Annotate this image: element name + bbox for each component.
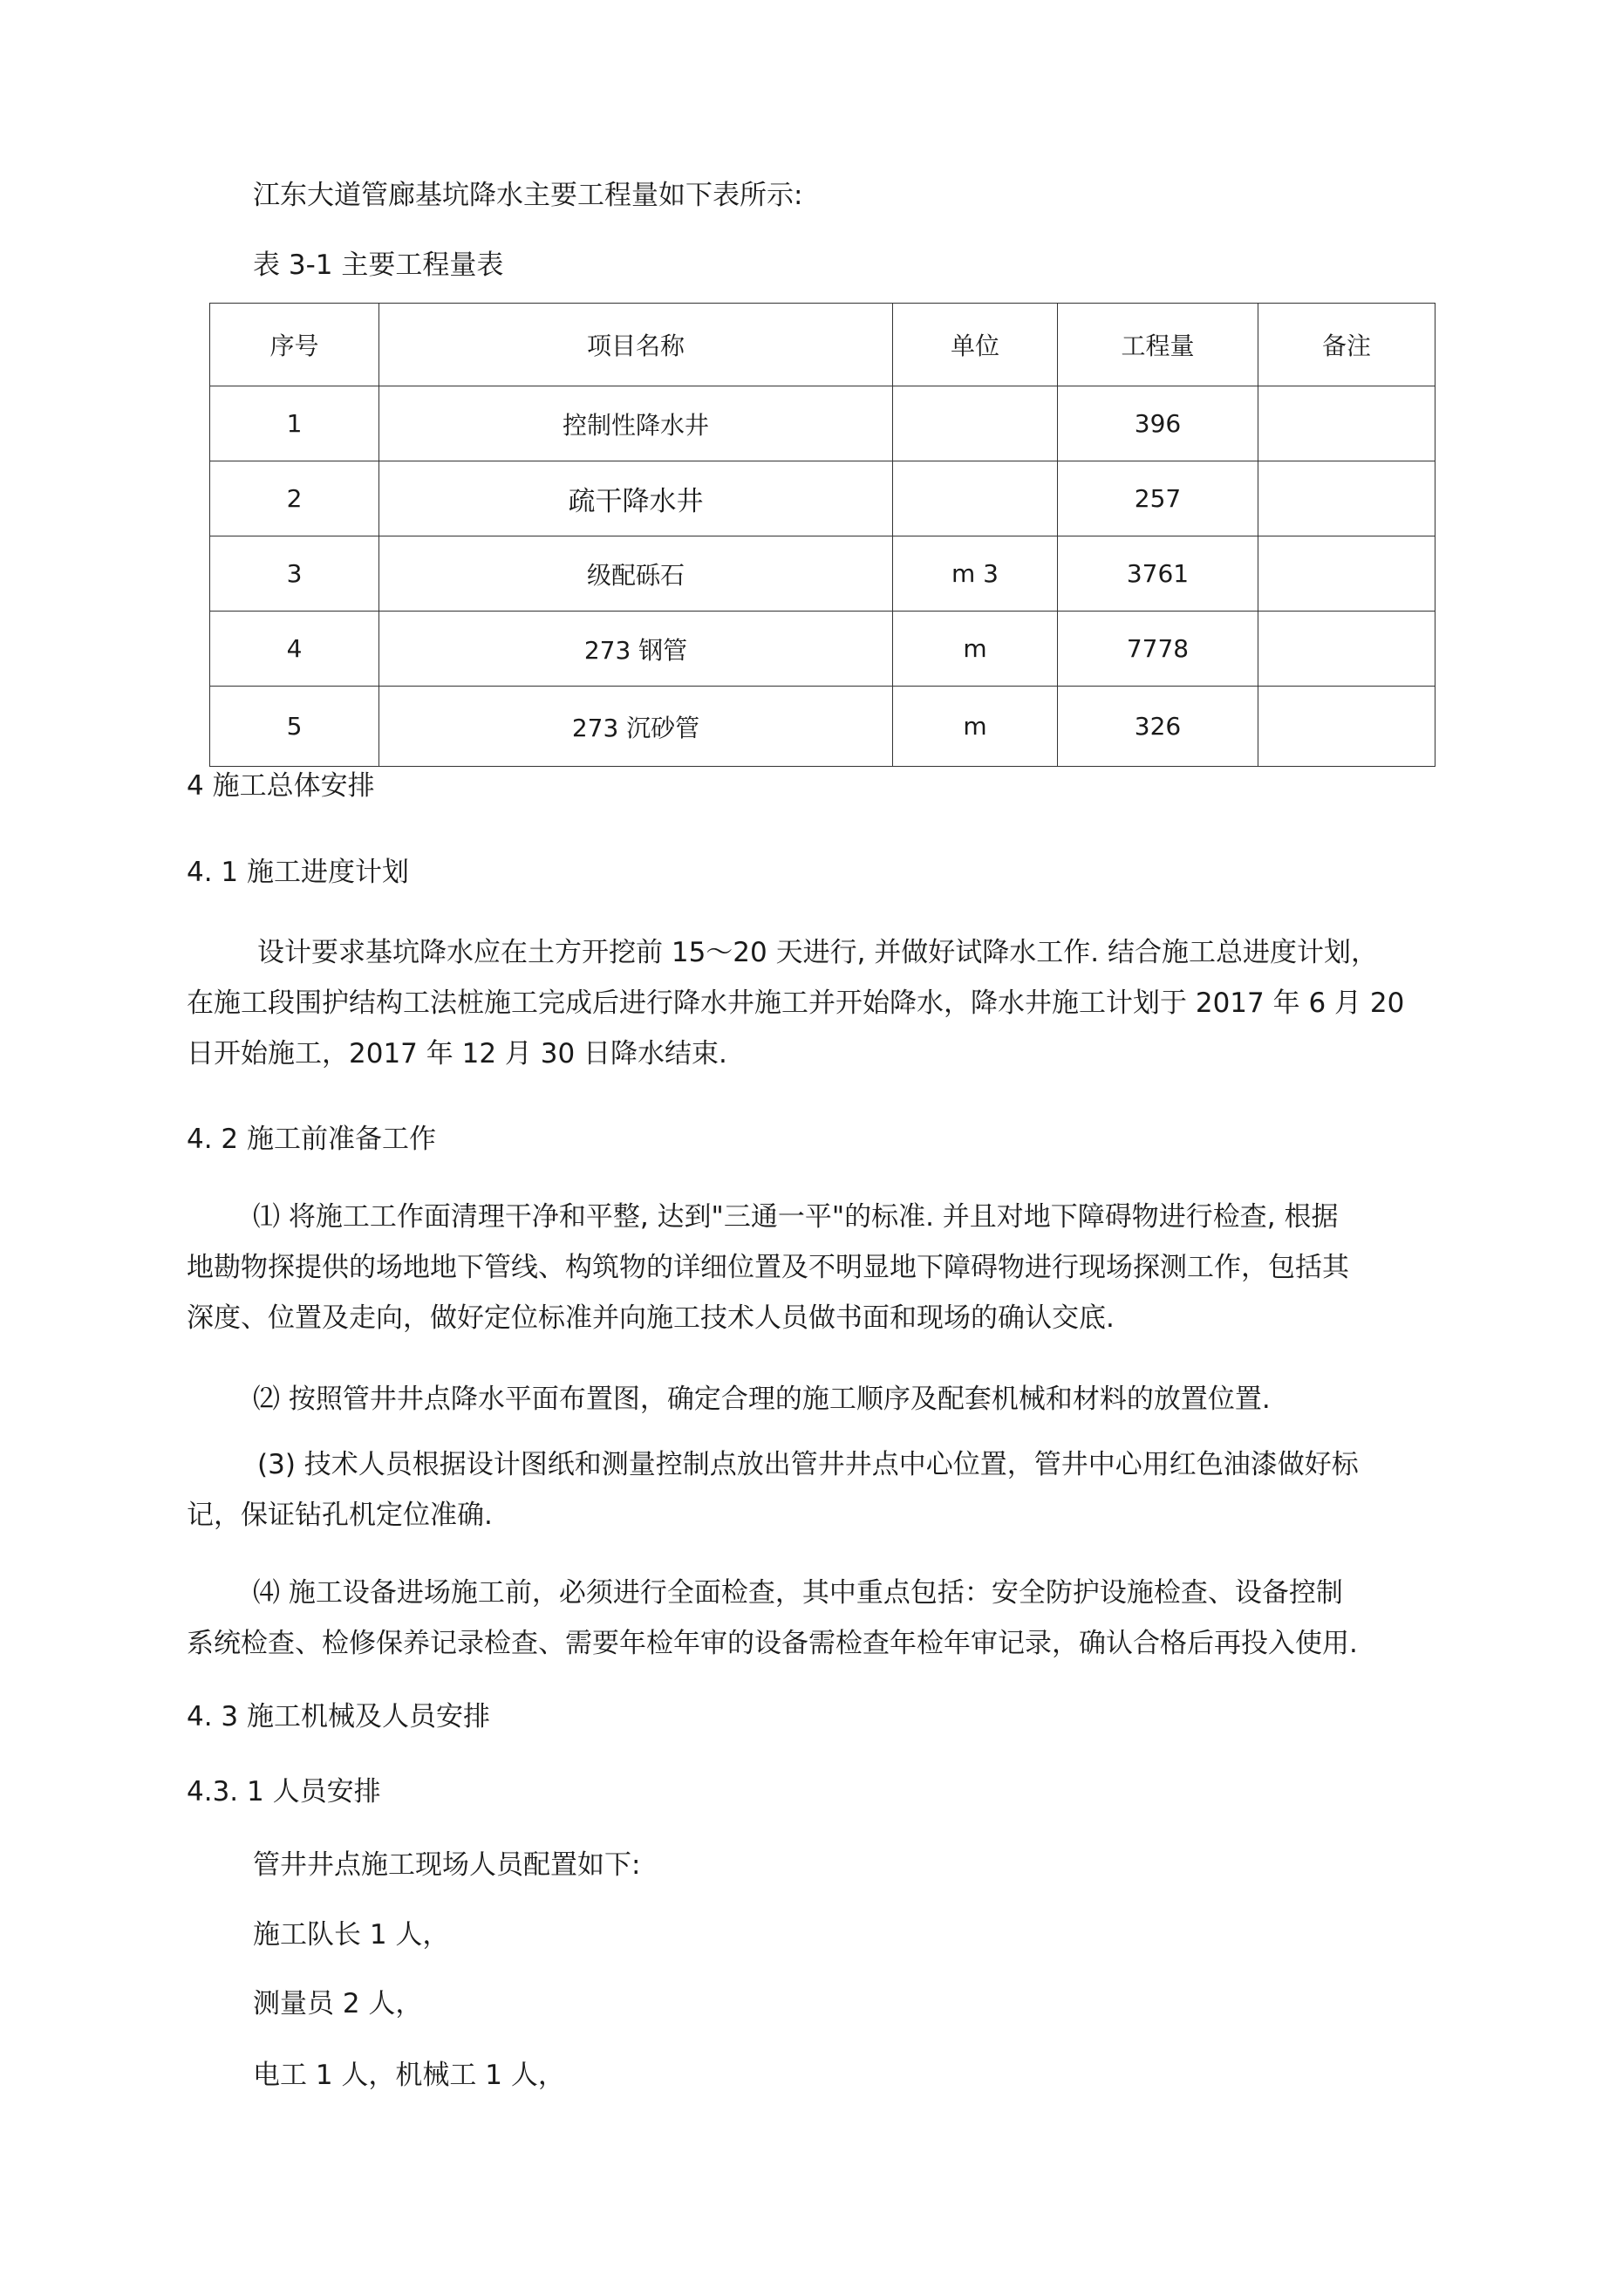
header-name: 项目名称 (379, 304, 893, 386)
table-header-row (210, 304, 1435, 386)
cell-qty: 3761 (1058, 536, 1258, 612)
cell-name: 273 钢管 (379, 612, 893, 687)
paragraph-line: 记，保证钻孔机定位准确. (187, 1500, 493, 1531)
cell-no: 5 (210, 687, 379, 767)
cell-no: 1 (210, 386, 379, 461)
quantity-table (209, 303, 1435, 767)
paragraph-line: 设计要求基坑降水应在土方开挖前 15〜20 天进行, 并做好试降水工作. 结合施工总进度计划， (257, 937, 1379, 968)
table-row (210, 386, 1435, 461)
cell-qty: 396 (1058, 386, 1258, 461)
cell-note (1258, 612, 1435, 687)
table-row (210, 461, 1435, 536)
table-row (210, 612, 1435, 687)
cell-qty: 326 (1058, 687, 1258, 767)
staff-intro: 管井井点施工现场人员配置如下: (253, 1849, 641, 1881)
cell-name: 级配砾石 (379, 536, 893, 612)
section-4-1-paragraph (187, 927, 1404, 1079)
cell-unit: m (893, 612, 1058, 687)
paragraph-line: 在施工段围护结构工法桩施工完成后进行降水井施工并开始降水，降水井施工计划于 2017 年 6 月 20 (187, 987, 1405, 1019)
cell-no: 3 (210, 536, 379, 612)
section-4-heading: 4 施工总体安排 (187, 770, 375, 802)
intro-text: 江东大道管廊基坑降水主要工程量如下表所示: (253, 180, 803, 211)
prep-item-2 (187, 1374, 1271, 1425)
cell-name: 273 沉砂管 (379, 687, 893, 767)
section-4-1-heading: 4. 1 施工进度计划 (187, 857, 410, 888)
header-qty: 工程量 (1058, 304, 1258, 386)
cell-unit (893, 386, 1058, 461)
staff-line: 测量员 2 人， (253, 1988, 423, 2019)
header-note: 备注 (1258, 304, 1435, 386)
cell-note (1258, 536, 1435, 612)
paragraph-line: ⑴ 将施工工作面清理干净和平整, 达到"三通一平"的标准. 并且对地下障碍物进行检查, 根据 (253, 1201, 1339, 1233)
table-row (210, 536, 1435, 612)
cell-name: 疏干降水井 (379, 461, 893, 536)
paragraph-line: ⑵ 按照管井井点降水平面布置图，确定合理的施工顺序及配套机械和材料的放置位置. (253, 1384, 1271, 1415)
header-unit: 单位 (893, 304, 1058, 386)
section-4-3-1-heading: 4.3. 1 人员安排 (187, 1776, 381, 1807)
cell-name: 控制性降水井 (379, 386, 893, 461)
cell-unit: m (893, 687, 1058, 767)
table-caption: 表 3-1 主要工程量表 (253, 249, 504, 281)
header-no: 序号 (210, 304, 379, 386)
cell-qty: 257 (1058, 461, 1258, 536)
paragraph-line: 日开始施工，2017 年 12 月 30 日降水结束. (187, 1038, 727, 1069)
cell-no: 2 (210, 461, 379, 536)
prep-item-3 (187, 1439, 1359, 1541)
cell-note (1258, 687, 1435, 767)
paragraph-line: ⑷ 施工设备进场施工前，必须进行全面检查，其中重点包括：安全防护设施检查、设备控制 (253, 1577, 1343, 1609)
cell-no: 4 (210, 612, 379, 687)
cell-note (1258, 386, 1435, 461)
section-4-2-heading: 4. 2 施工前准备工作 (187, 1124, 437, 1155)
cell-unit (893, 461, 1058, 536)
prep-item-4 (187, 1568, 1358, 1669)
cell-unit: m 3 (893, 536, 1058, 612)
staff-line: 施工队长 1 人， (253, 1919, 450, 1951)
paragraph-line: (3) 技术人员根据设计图纸和测量控制点放出管井井点中心位置，管井中心用红色油漆做好标 (257, 1449, 1359, 1480)
table-row (210, 687, 1435, 767)
paragraph-line: 深度、位置及走向，做好定位标准并向施工技术人员做书面和现场的确认交底. (187, 1302, 1115, 1334)
paragraph-line: 地勘物探提供的场地地下管线、构筑物的详细位置及不明显地下障碍物进行现场探测工作，包括其 (187, 1252, 1349, 1283)
prep-item-1 (187, 1192, 1349, 1343)
staff-line: 电工 1 人，机械工 1 人， (253, 2060, 565, 2091)
section-4-3-heading: 4. 3 施工机械及人员安排 (187, 1701, 491, 1732)
cell-note (1258, 461, 1435, 536)
cell-qty: 7778 (1058, 612, 1258, 687)
paragraph-line: 系统检查、检修保养记录检查、需要年检年审的设备需检查年检年审记录，确认合格后再投入使用. (187, 1628, 1358, 1659)
